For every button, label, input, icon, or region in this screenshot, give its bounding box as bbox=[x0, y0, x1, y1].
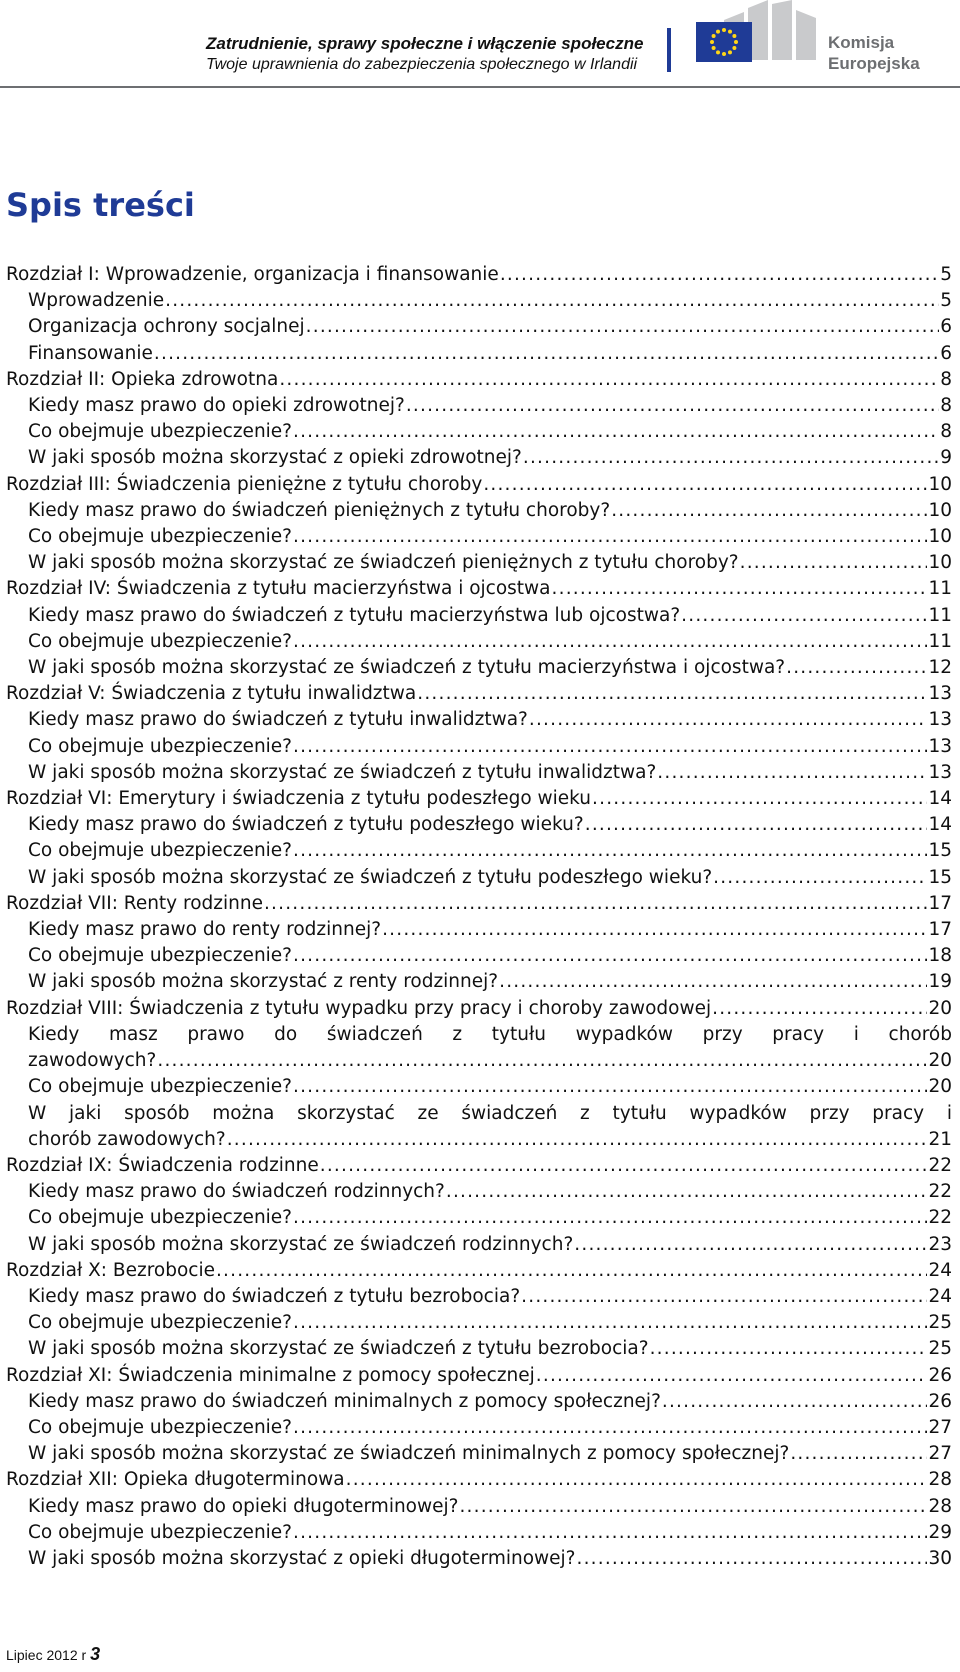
toc-subentry[interactable] bbox=[6, 603, 952, 629]
toc-subentry[interactable] bbox=[6, 917, 952, 943]
toc-entry-text: Rozdział VI: Emerytury i świadczenia z tytułu podeszłego wieku bbox=[6, 788, 592, 810]
toc-subentry[interactable] bbox=[6, 812, 952, 838]
toc-entry-text: Rozdział VII: Renty rodzinne bbox=[6, 892, 263, 914]
toc-page-number: 12 bbox=[928, 657, 952, 679]
toc-page-number: 20 bbox=[928, 1076, 952, 1098]
toc-page-number: 22 bbox=[928, 1181, 952, 1203]
toc-leader-dots bbox=[382, 917, 927, 943]
toc-chapter-entry[interactable] bbox=[6, 576, 952, 602]
page-title: Spis treści bbox=[6, 186, 195, 224]
toc-leader-dots bbox=[713, 865, 927, 891]
toc-entry-text: Co obejmuje ubezpieczenie? bbox=[28, 1207, 293, 1229]
toc-entry-text: W jaki sposób można skorzystać z opieki długoterminowej? bbox=[28, 1547, 576, 1569]
toc-page-number: 25 bbox=[928, 1312, 952, 1334]
toc-entry-text: Kiedy masz prawo do świadczeń z tytułu podeszłego wieku? bbox=[28, 814, 584, 836]
toc-entry-text: Kiedy masz prawo do świadczeń minimalnych z pomocy społecznej? bbox=[28, 1390, 661, 1412]
toc-subentry[interactable] bbox=[6, 1232, 952, 1258]
toc-entry-text: Kiedy masz prawo do świadczeń pieniężnych z tytułu choroby? bbox=[28, 499, 611, 521]
toc-subentry[interactable] bbox=[6, 1284, 952, 1310]
toc-entry-text: W jaki sposób można skorzystać ze świadczeń z tytułu wypadków przy pracy i bbox=[28, 1102, 952, 1124]
toc-entry-text: W jaki sposób można skorzystać ze świadczeń z tytułu macierzyństwa i ojcostwa? bbox=[28, 657, 786, 679]
toc-subentry[interactable] bbox=[6, 734, 952, 760]
toc-page-number: 17 bbox=[928, 892, 952, 914]
toc-leader-dots bbox=[740, 550, 928, 576]
toc-leader-dots bbox=[611, 498, 927, 524]
toc-chapter-entry[interactable] bbox=[6, 262, 952, 288]
toc-entry-text: W jaki sposób można skorzystać z renty rodzinnej? bbox=[28, 971, 499, 993]
toc-page-number: 14 bbox=[928, 814, 952, 836]
toc-subentry[interactable] bbox=[6, 1205, 952, 1231]
toc-chapter-entry[interactable] bbox=[6, 786, 952, 812]
header-divider bbox=[667, 28, 671, 72]
toc-page-number: 8 bbox=[940, 368, 952, 390]
toc-subentry[interactable] bbox=[6, 288, 952, 314]
toc-page-number: 25 bbox=[928, 1338, 952, 1360]
toc-subentry[interactable] bbox=[6, 1179, 952, 1205]
toc-page-number: 14 bbox=[928, 788, 952, 810]
toc-entry-text: Rozdział V: Świadczenia z tytułu inwalidztwa bbox=[6, 683, 417, 705]
toc-page-number: 27 bbox=[928, 1443, 952, 1465]
logo-line1: Komisja bbox=[828, 33, 895, 52]
toc-subentry[interactable] bbox=[6, 314, 952, 340]
toc-page-number: 8 bbox=[940, 395, 952, 417]
toc-page-number: 5 bbox=[940, 290, 952, 312]
toc-page-number: 13 bbox=[928, 683, 952, 705]
toc-entry-text: Rozdział II: Opieka zdrowotna bbox=[6, 368, 279, 390]
toc-chapter-entry[interactable] bbox=[6, 1363, 952, 1389]
toc-entry-text: Co obejmuje ubezpieczenie? bbox=[28, 1416, 293, 1438]
toc-page-number: 8 bbox=[940, 421, 952, 443]
toc-subentry[interactable] bbox=[6, 341, 952, 367]
toc-entry-text: Co obejmuje ubezpieczenie? bbox=[28, 840, 293, 862]
toc-subentry[interactable] bbox=[6, 838, 952, 864]
toc-leader-dots bbox=[712, 996, 927, 1022]
toc-entry-text: Kiedy masz prawo do świadczeń z tytułu inwalidztwa? bbox=[28, 709, 528, 731]
toc-page-number: 17 bbox=[928, 919, 952, 941]
toc-page-number: 11 bbox=[928, 578, 952, 600]
toc-leader-dots bbox=[293, 838, 927, 864]
toc-page-number: 26 bbox=[928, 1390, 952, 1412]
toc-page-number: 10 bbox=[928, 552, 952, 574]
toc-page-number: 19 bbox=[928, 971, 952, 993]
toc-page-number: 20 bbox=[928, 1050, 952, 1072]
toc-entry-text: Wprowadzenie bbox=[28, 290, 165, 312]
toc-subentry[interactable] bbox=[6, 943, 952, 969]
toc-entry-text: Rozdział VIII: Świadczenia z tytułu wypadku przy pracy i choroby zawodowej bbox=[6, 997, 712, 1019]
toc-entry-continuation bbox=[28, 1048, 952, 1074]
toc-page-number: 6 bbox=[940, 316, 952, 338]
toc-leader-dots bbox=[346, 1467, 928, 1493]
toc-page-number: 21 bbox=[928, 1128, 952, 1150]
toc-leader-dots bbox=[521, 1284, 927, 1310]
toc-leader-dots bbox=[459, 1494, 927, 1520]
toc-leader-dots bbox=[662, 1389, 928, 1415]
toc-leader-dots bbox=[417, 681, 927, 707]
toc-entry-text: Kiedy masz prawo do świadczeń z tytułu bezrobocia? bbox=[28, 1285, 521, 1307]
toc-subentry[interactable] bbox=[6, 655, 952, 681]
toc-entry-text: W jaki sposób można skorzystać ze świadczeń z tytułu bezrobocia? bbox=[28, 1338, 649, 1360]
toc-page-number: 13 bbox=[928, 709, 952, 731]
toc-page-number: 28 bbox=[928, 1495, 952, 1517]
table-of-contents bbox=[6, 262, 952, 1572]
toc-subentry[interactable] bbox=[6, 1415, 952, 1441]
toc-subentry[interactable] bbox=[6, 445, 952, 471]
toc-page-number: 24 bbox=[928, 1259, 952, 1281]
toc-page-number: 29 bbox=[928, 1521, 952, 1543]
toc-subentry[interactable] bbox=[6, 1441, 952, 1467]
toc-leader-dots bbox=[227, 1127, 928, 1153]
toc-page-number: 10 bbox=[928, 526, 952, 548]
header-subtitle: Twoje uprawnienia do zabezpieczenia społecznego w Irlandii bbox=[206, 56, 638, 73]
toc-entry-text: Rozdział IV: Świadczenia z tytułu macierzyństwa i ojcostwa bbox=[6, 578, 551, 600]
toc-chapter-entry[interactable] bbox=[6, 996, 952, 1022]
toc-leader-dots bbox=[293, 1415, 927, 1441]
toc-subentry[interactable] bbox=[6, 1101, 952, 1153]
toc-leader-dots bbox=[552, 576, 928, 602]
toc-entry-text-continued: zawodowych? bbox=[28, 1050, 157, 1072]
toc-entry-text: Rozdział XI: Świadczenia minimalne z pomocy społecznej bbox=[6, 1364, 535, 1386]
toc-entry-text: Kiedy masz prawo do świadczeń rodzinnych? bbox=[28, 1181, 445, 1203]
toc-entry-text: W jaki sposób można skorzystać ze świadczeń z tytułu podeszłego wieku? bbox=[28, 866, 713, 888]
toc-leader-dots bbox=[536, 1363, 928, 1389]
toc-entry-text: Co obejmuje ubezpieczenie? bbox=[28, 630, 293, 652]
toc-page-number: 24 bbox=[928, 1285, 952, 1307]
toc-entry-text: Rozdział III: Świadczenia pieniężne z tytułu choroby bbox=[6, 473, 483, 495]
toc-leader-dots bbox=[154, 341, 939, 367]
toc-leader-dots bbox=[293, 1074, 927, 1100]
toc-subentry[interactable] bbox=[6, 629, 952, 655]
toc-page-number: 9 bbox=[940, 447, 952, 469]
toc-entry-text: Co obejmuje ubezpieczenie? bbox=[28, 526, 293, 548]
toc-entry-text: Kiedy masz prawo do opieki zdrowotnej? bbox=[28, 395, 405, 417]
toc-leader-dots bbox=[293, 734, 927, 760]
toc-entry-text: Kiedy masz prawo do opieki długoterminowej? bbox=[28, 1495, 459, 1517]
header-text bbox=[206, 34, 643, 75]
toc-entry-continuation bbox=[28, 1127, 952, 1153]
toc-leader-dots bbox=[585, 812, 928, 838]
toc-entry-text: Rozdział IX: Świadczenia rodzinne bbox=[6, 1154, 319, 1176]
toc-entry-text: Co obejmuje ubezpieczenie? bbox=[28, 945, 293, 967]
toc-page-number: 13 bbox=[928, 735, 952, 757]
toc-subentry[interactable] bbox=[6, 550, 952, 576]
toc-leader-dots bbox=[406, 393, 939, 419]
toc-leader-dots bbox=[293, 1310, 927, 1336]
page-footer bbox=[6, 1644, 100, 1665]
toc-page-number: 30 bbox=[928, 1547, 952, 1569]
toc-page-number: 10 bbox=[928, 473, 952, 495]
toc-subentry[interactable] bbox=[6, 969, 952, 995]
toc-subentry[interactable] bbox=[6, 524, 952, 550]
toc-entry-text: Co obejmuje ubezpieczenie? bbox=[28, 1521, 293, 1543]
toc-page-number: 18 bbox=[928, 945, 952, 967]
toc-entry-text-continued: chorób zawodowych? bbox=[28, 1128, 226, 1150]
toc-page-number: 15 bbox=[928, 866, 952, 888]
toc-leader-dots bbox=[264, 891, 927, 917]
toc-subentry[interactable] bbox=[6, 1022, 952, 1074]
toc-subentry[interactable] bbox=[6, 760, 952, 786]
toc-leader-dots bbox=[529, 707, 928, 733]
toc-page-number: 15 bbox=[928, 840, 952, 862]
toc-leader-dots bbox=[483, 472, 927, 498]
toc-entry-text: W jaki sposób można skorzystać ze świadczeń pieniężnych z tytułu choroby? bbox=[28, 552, 739, 574]
toc-entry-text: Organizacja ochrony socjalnej bbox=[28, 316, 305, 338]
toc-leader-dots bbox=[293, 1205, 927, 1231]
toc-page-number: 22 bbox=[928, 1207, 952, 1229]
toc-subentry[interactable] bbox=[6, 498, 952, 524]
toc-entry-text: Rozdział X: Bezrobocie bbox=[6, 1259, 215, 1281]
toc-page-number: 11 bbox=[928, 604, 952, 626]
toc-leader-dots bbox=[790, 1441, 927, 1467]
toc-leader-dots bbox=[499, 969, 927, 995]
toc-subentry[interactable] bbox=[6, 1336, 952, 1362]
toc-subentry[interactable] bbox=[6, 1494, 952, 1520]
logo-line2: Europejska bbox=[828, 54, 920, 73]
toc-entry-text: W jaki sposób można skorzystać ze świadczeń z tytułu inwalidztwa? bbox=[28, 761, 657, 783]
toc-leader-dots bbox=[216, 1258, 927, 1284]
toc-entry-text: Finansowanie bbox=[28, 342, 153, 364]
toc-page-number: 13 bbox=[928, 761, 952, 783]
toc-leader-dots bbox=[523, 445, 939, 471]
toc-leader-dots bbox=[574, 1232, 927, 1258]
toc-leader-dots bbox=[592, 786, 927, 812]
toc-entry-text: W jaki sposób można skorzystać ze świadczeń minimalnych z pomocy społecznej? bbox=[28, 1443, 790, 1465]
toc-page-number: 20 bbox=[928, 997, 952, 1019]
toc-chapter-entry[interactable] bbox=[6, 367, 952, 393]
toc-entry-text: Co obejmuje ubezpieczenie? bbox=[28, 1076, 293, 1098]
toc-leader-dots bbox=[650, 1336, 928, 1362]
toc-leader-dots bbox=[657, 760, 927, 786]
toc-page-number: 27 bbox=[928, 1416, 952, 1438]
toc-chapter-entry[interactable] bbox=[6, 1153, 952, 1179]
toc-subentry[interactable] bbox=[6, 393, 952, 419]
toc-leader-dots bbox=[500, 262, 939, 288]
footer-date: Lipiec 2012 r bbox=[6, 1647, 87, 1663]
toc-entry-text: Kiedy masz prawo do świadczeń z tytułu macierzyństwa lub ojcostwa? bbox=[28, 604, 681, 626]
toc-leader-dots bbox=[279, 367, 939, 393]
toc-page-number: 5 bbox=[940, 264, 952, 285]
logo-text bbox=[828, 32, 920, 74]
toc-page-number: 11 bbox=[928, 630, 952, 652]
toc-chapter-entry[interactable] bbox=[6, 681, 952, 707]
page-header bbox=[0, 0, 960, 92]
toc-entry-text: Kiedy masz prawo do renty rodzinnej? bbox=[28, 919, 382, 941]
toc-entry-text: Kiedy masz prawo do świadczeń z tytułu wypadków przy pracy i chorób bbox=[28, 1023, 952, 1045]
toc-leader-dots bbox=[681, 603, 927, 629]
toc-subentry[interactable] bbox=[6, 1310, 952, 1336]
toc-leader-dots bbox=[293, 1520, 927, 1546]
toc-chapter-entry[interactable] bbox=[6, 1258, 952, 1284]
toc-entry-text: Rozdział XII: Opieka długoterminowa bbox=[6, 1469, 345, 1491]
toc-subentry[interactable] bbox=[6, 1074, 952, 1100]
toc-page-number: 6 bbox=[940, 342, 952, 364]
toc-entry-text: W jaki sposób można skorzystać ze świadczeń rodzinnych? bbox=[28, 1233, 574, 1255]
toc-page-number: 22 bbox=[928, 1154, 952, 1176]
toc-subentry[interactable] bbox=[6, 707, 952, 733]
toc-entry-text: W jaki sposób można skorzystać z opieki zdrowotnej? bbox=[28, 447, 522, 469]
toc-leader-dots bbox=[293, 629, 927, 655]
page-number: 3 bbox=[90, 1644, 101, 1664]
toc-entry-text: Co obejmuje ubezpieczenie? bbox=[28, 735, 293, 757]
toc-subentry[interactable] bbox=[6, 1520, 952, 1546]
toc-leader-dots bbox=[320, 1153, 928, 1179]
toc-entry-text: Co obejmuje ubezpieczenie? bbox=[28, 1312, 293, 1334]
toc-page-number: 26 bbox=[928, 1364, 952, 1386]
toc-leader-dots bbox=[306, 314, 940, 340]
toc-leader-dots bbox=[293, 524, 927, 550]
toc-page-number: 10 bbox=[928, 499, 952, 521]
toc-subentry[interactable] bbox=[6, 419, 952, 445]
toc-chapter-entry[interactable] bbox=[6, 472, 952, 498]
toc-leader-dots bbox=[293, 943, 927, 969]
header-title: Zatrudnienie, sprawy społeczne i włączenie społeczne bbox=[206, 34, 644, 53]
toc-page-number: 23 bbox=[928, 1233, 952, 1255]
toc-entry-text: Co obejmuje ubezpieczenie? bbox=[28, 421, 293, 443]
toc-page-number: 28 bbox=[928, 1469, 952, 1491]
toc-subentry[interactable] bbox=[6, 1389, 952, 1415]
header-rule bbox=[0, 86, 960, 88]
toc-entry-text: Rozdział I: Wprowadzenie, organizacja i finansowanie bbox=[6, 264, 499, 285]
toc-leader-dots bbox=[165, 288, 939, 314]
toc-leader-dots bbox=[157, 1048, 927, 1074]
toc-chapter-entry[interactable] bbox=[6, 1467, 952, 1493]
toc-chapter-entry[interactable] bbox=[6, 891, 952, 917]
toc-leader-dots bbox=[786, 655, 927, 681]
toc-subentry[interactable] bbox=[6, 1546, 952, 1572]
toc-subentry[interactable] bbox=[6, 865, 952, 891]
toc-leader-dots bbox=[577, 1546, 928, 1572]
toc-leader-dots bbox=[446, 1179, 928, 1205]
toc-leader-dots bbox=[293, 419, 939, 445]
